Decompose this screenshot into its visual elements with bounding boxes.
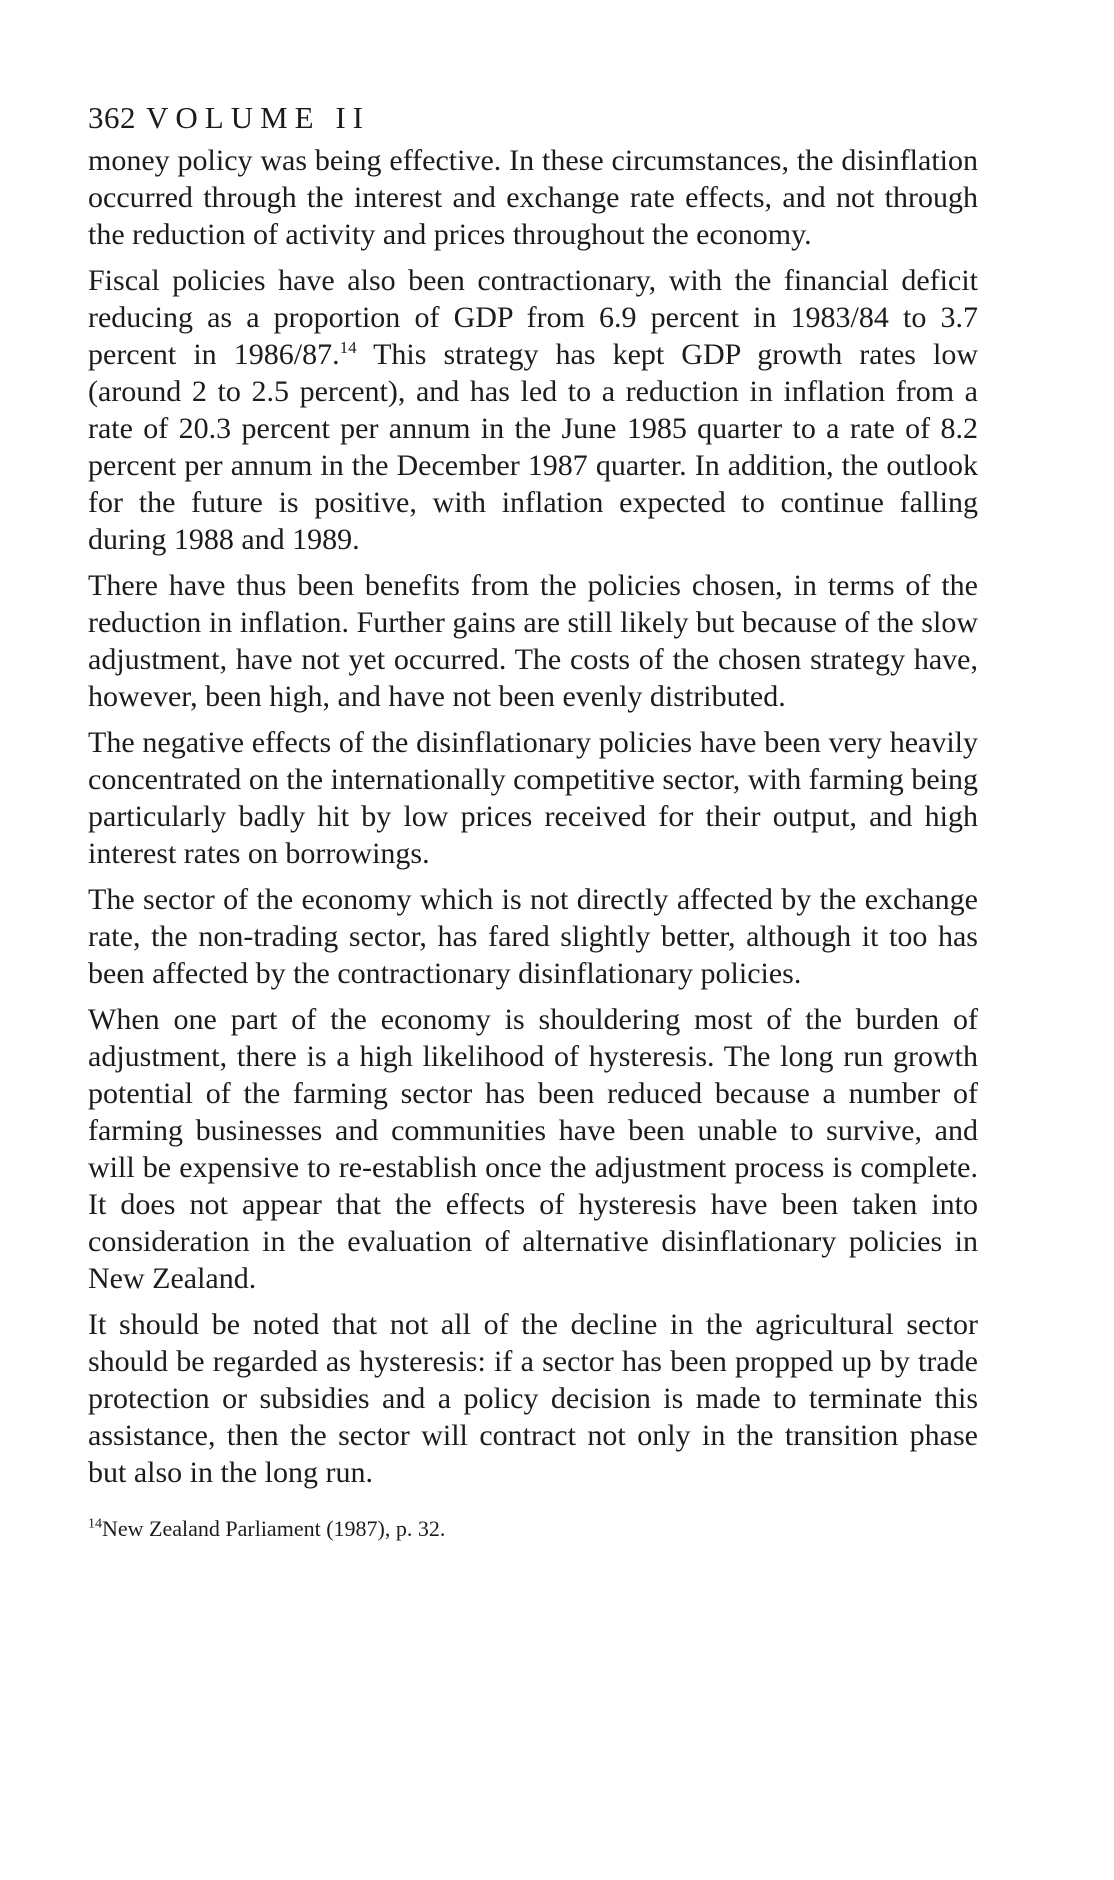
- body-text: [88, 142, 978, 1491]
- paragraph-5: The sector of the economy which is not directly affected by the exchange rate, the non-trading sector, has fared slightly better, although it too has been affected by the contractionary disinflationary policies.: [88, 883, 978, 990]
- running-head: [88, 98, 978, 138]
- volume-label: VOLUME II: [146, 100, 370, 135]
- paragraph-1: money policy was being effective. In these circumstances, the disinflation occurred through the interest and exchange rate effects, and not through the reduction of activity and prices throughout the economy.: [88, 144, 978, 251]
- page-number: 362: [88, 100, 136, 135]
- paragraph-2-text-after: This strategy has kept GDP growth rates low (around 2 to 2.5 percent), and has led to a reduction in inflation from a rate of 20.3 percent per annum in the June 1985 quarter to a rate of 8.2 percent per annum in the December 1987 quarter. In addition, the outlook for the future is positive, with inflation expected to continue falling during 1988 and 1989.: [88, 338, 978, 556]
- paragraph-3: There have thus been benefits from the policies chosen, in terms of the reduction in inflation. Further gains are still likely but because of the slow adjustment, have not yet occurred. The costs of the chosen strategy have, however, been high, and have not been evenly distributed.: [88, 569, 978, 713]
- footnote-marker: 14: [88, 1516, 102, 1532]
- footnote-reference-14: 14: [339, 338, 357, 357]
- paragraph-7: It should be noted that not all of the decline in the agricultural sector should be regarded as hysteresis: if a sector has been propped up by trade protection or subsidies and a policy decision is made to terminate this assistance, then the sector will contract not only in the transition phase but also in the long run.: [88, 1308, 978, 1489]
- document-page: [88, 98, 978, 1543]
- paragraph-2: [88, 262, 978, 558]
- paragraph-2-text-before: Fiscal policies have also been contractionary, with the financial deficit reducing as a proportion of GDP from 6.9 percent in 1983/84 to 3.7 percent in 1986/87.: [88, 264, 978, 371]
- paragraph-6: When one part of the economy is shouldering most of the burden of adjustment, there is a high likelihood of hysteresis. The long run growth potential of the farming sector has been reduced because a number of farming businesses and communities have been unable to survive, and will be expensive to re-establish once the adjustment process is complete. It does not appear that the effects of hysteresis have been taken into consideration in the evaluation of alternative disinflationary policies in New Zealand.: [88, 1003, 978, 1295]
- footnote: [88, 1515, 978, 1543]
- footnote-text: New Zealand Parliament (1987), p. 32.: [102, 1516, 446, 1541]
- paragraph-4: The negative effects of the disinflationary policies have been very heavily concentrated on the internationally competitive sector, with farming being particularly badly hit by low prices received for their output, and high interest rates on borrowings.: [88, 726, 978, 870]
